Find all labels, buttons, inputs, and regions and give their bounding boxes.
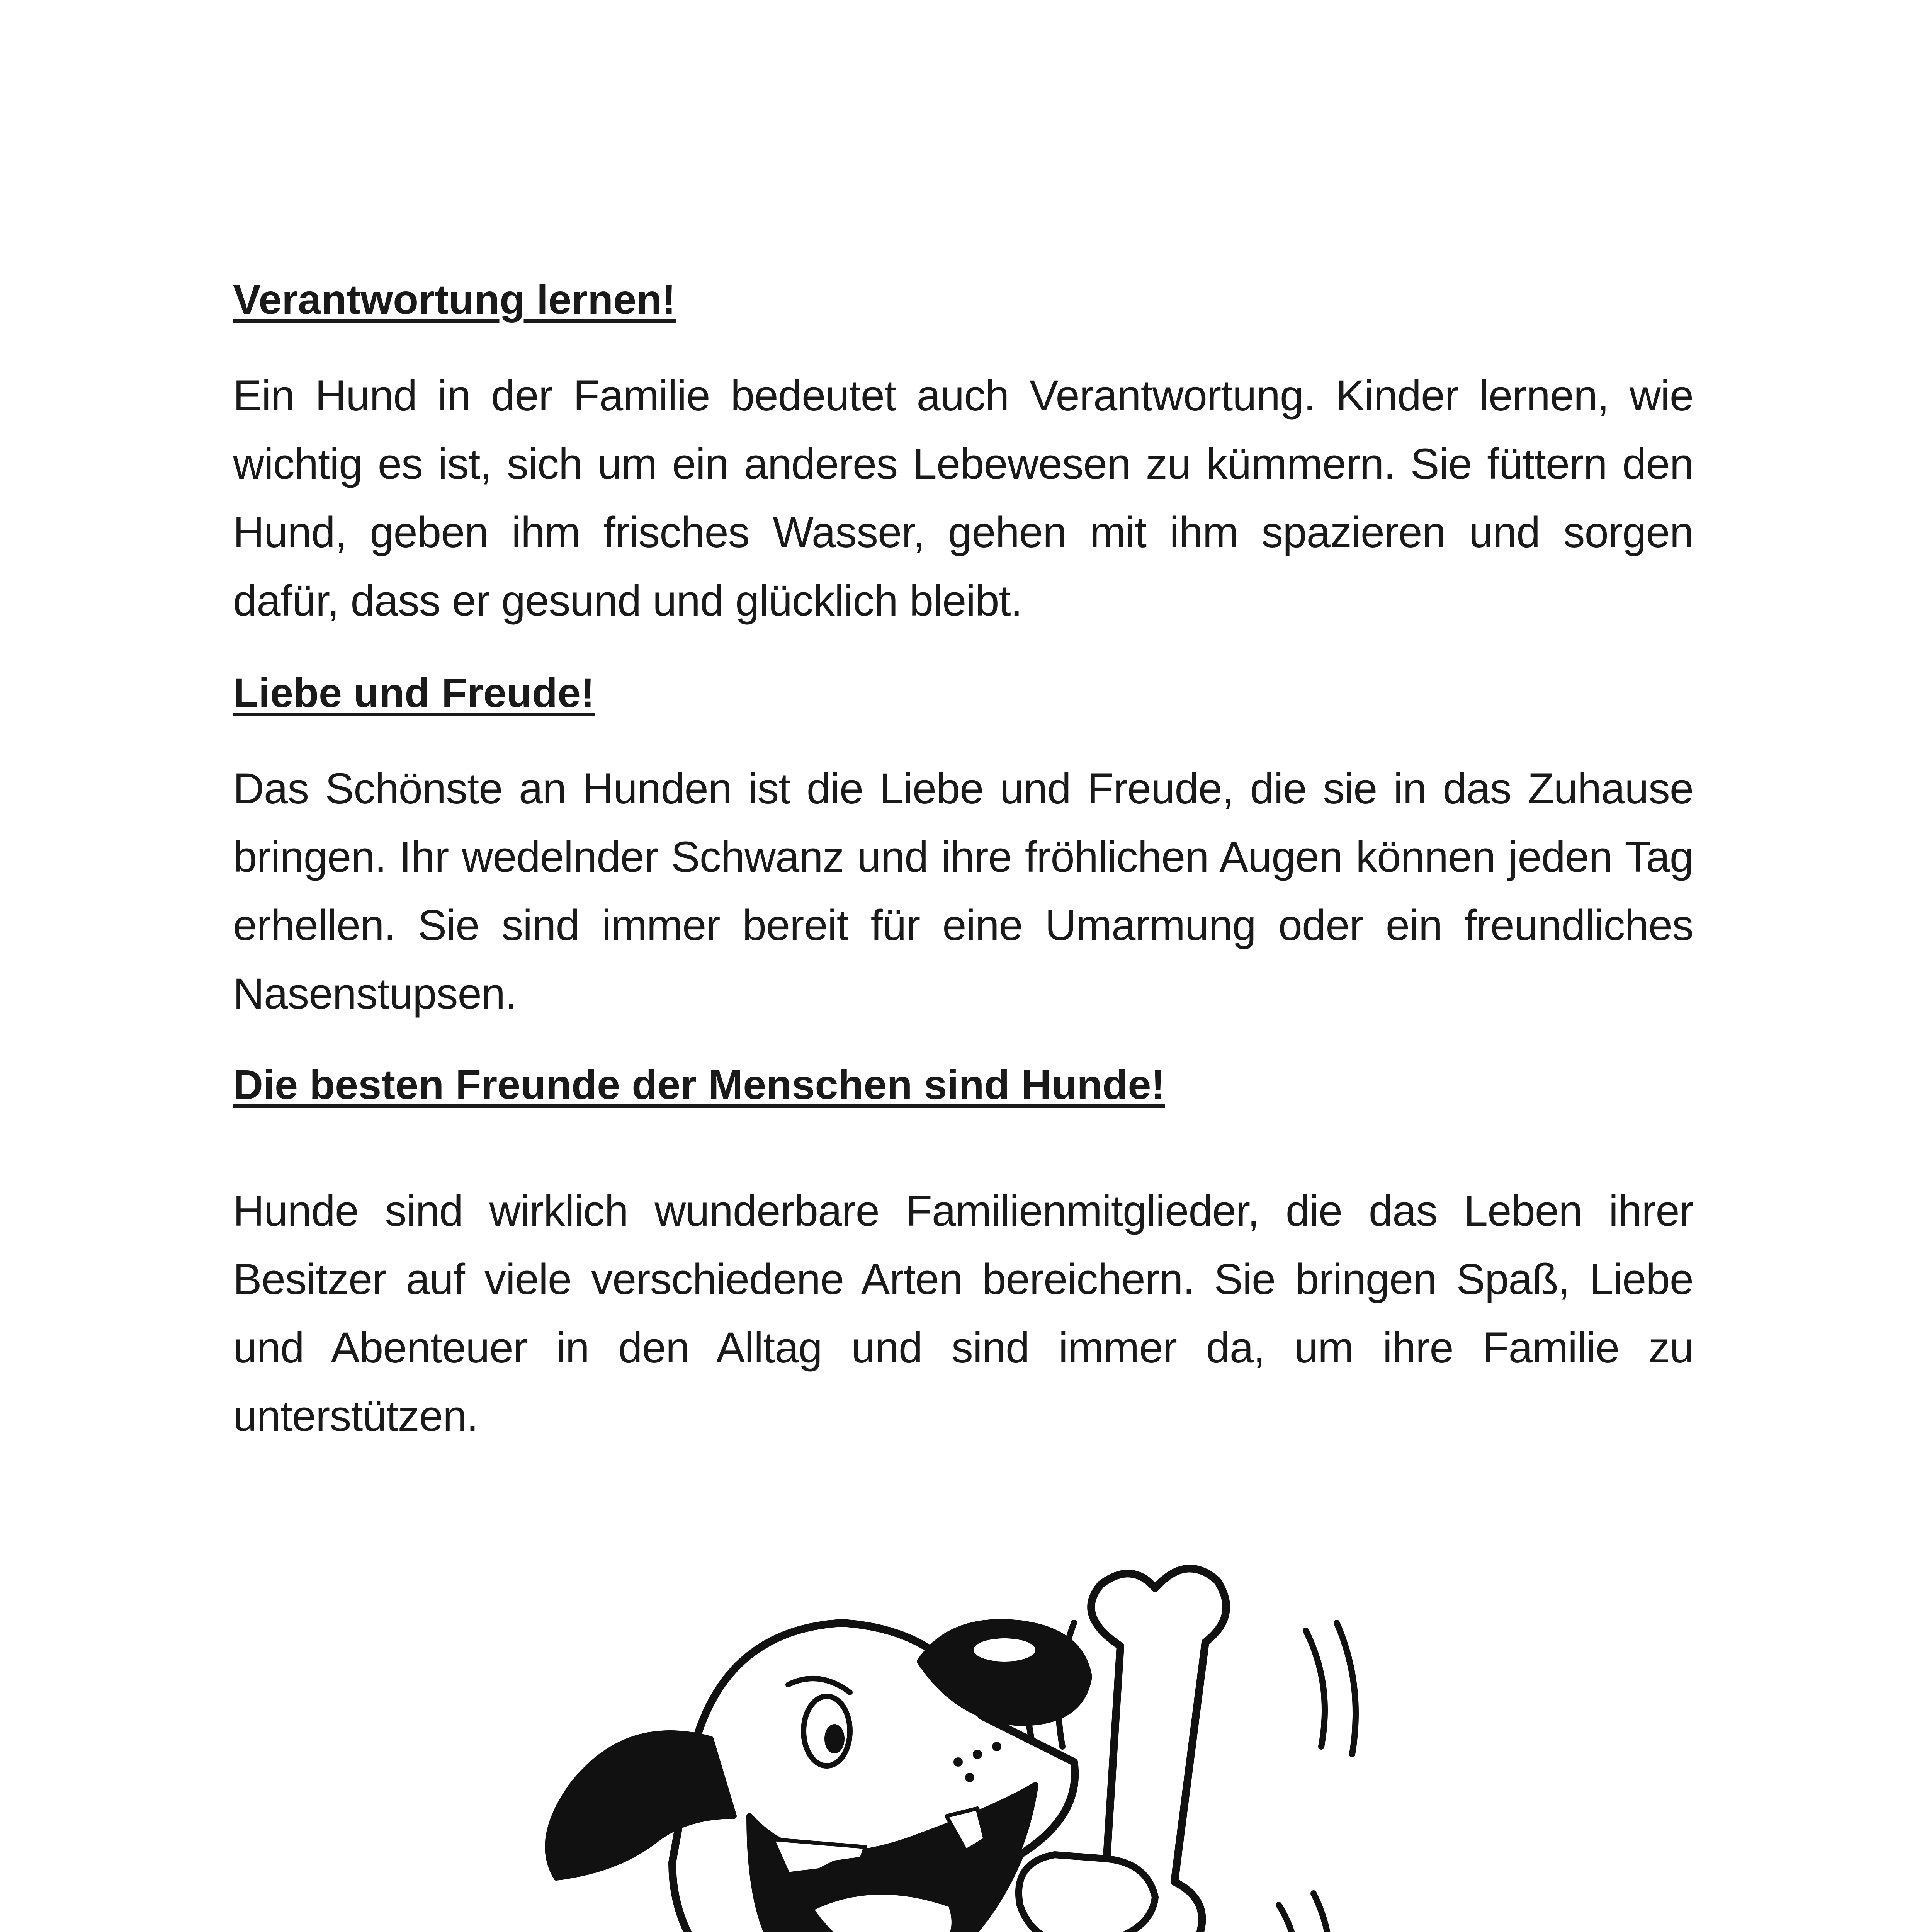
heading-love-and-joy: Liebe und Freude!	[233, 669, 595, 716]
paragraph-best-friends: Hunde sind wirklich wunderbare Familienmitglieder, die das Leben ihrer Besitzer auf viele verschiedene Arten bereichern. Sie bringen Spaß, Liebe und Abenteuer in den Alltag und sind immer da, um ihre Familie zu unterstützen.	[233, 1187, 1693, 1440]
happy-dog-with-bone-illustration	[417, 1468, 1499, 1932]
dog-paw	[1019, 1855, 1155, 1932]
heading-best-friends: Die besten Freunde der Menschen sind Hunde!	[233, 1061, 1165, 1108]
paragraph-responsibility: Ein Hund in der Familie bedeutet auch Verantwortung. Kinder lernen, wie wichtig es ist, sich um ein anderes Lebewesen zu kümmern. Sie füttern den Hund, geben ihm frisches Wasser, gehen mit ihm spazieren und sorgen dafür, dass er gesund und glücklich bleibt.	[233, 371, 1693, 625]
heading-responsibility: Verantwortung lernen!	[233, 276, 676, 323]
dog-tongue	[811, 1892, 954, 1932]
paragraph-love-and-joy: Das Schönste an Hunden ist die Liebe und Freude, die sie in das Zuhause bringen. Ihr wedelnder Schwanz und ihre fröhlichen Augen können jeden Tag erhellen. Sie sind immer bereit für eine Umarmung oder ein freundliches Nasenstupsen.	[233, 764, 1693, 1018]
